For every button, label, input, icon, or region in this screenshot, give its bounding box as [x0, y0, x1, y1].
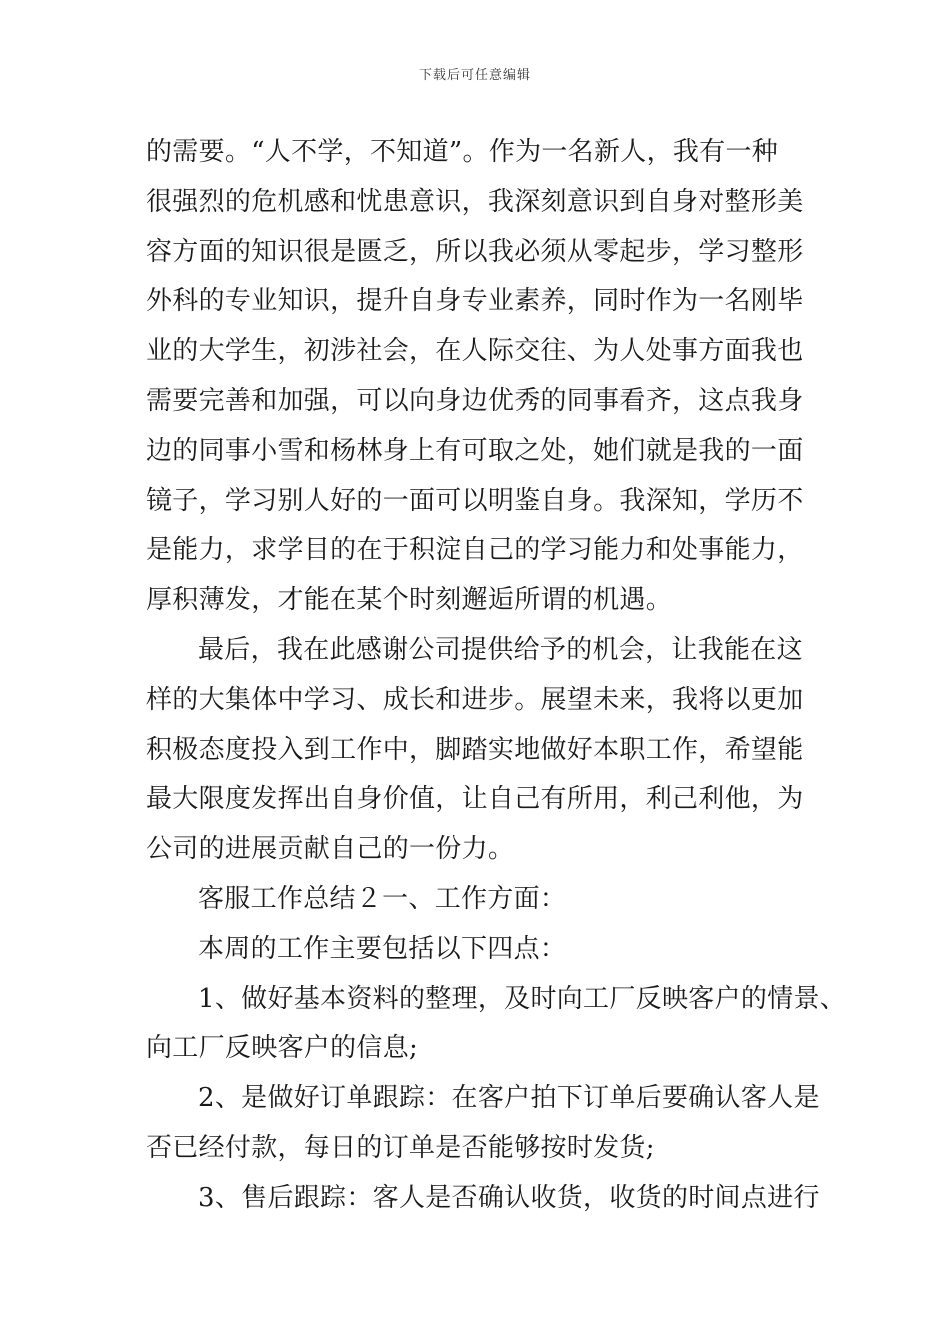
text-line: 最后，我在此感谢公司提供给予的机会，让我能在这: [198, 634, 803, 665]
text-line: 公司的进展贡献自己的一份力。: [146, 834, 515, 865]
text-line: 容方面的知识很是匮乏，所以我必须从零起步，学习整形: [146, 236, 804, 267]
text-line: 厚积薄发，才能在某个时刻邂逅所谓的机遇。: [146, 585, 673, 616]
text-line: 1、做好基本资料的整理，及时向工厂反映客户的情景、: [198, 983, 847, 1014]
text-line: 向工厂反映客户的信息;: [146, 1033, 419, 1064]
document-body: [146, 128, 847, 1224]
text-line: 样的大集体中学习、成长和进步。展望未来，我将以更加: [146, 684, 804, 715]
text-line: 业的大学生，初涉社会，在人际交往、为人处事方面我也: [146, 336, 804, 367]
text-line: 积极态度投入到工作中，脚踏实地做好本职工作，希望能: [146, 734, 804, 765]
text-line: 外科的专业知识，提升自身专业素养，同时作为一名刚毕: [146, 286, 804, 317]
text-line: 3、售后跟踪：客人是否确认收货，收货的时间点进行: [198, 1182, 820, 1213]
text-line: 边的同事小雪和杨林身上有可取之处，她们就是我的一面: [146, 435, 804, 466]
page-header: 下载后可任意编辑: [418, 68, 531, 83]
text-line: 镜子，学习别人好的一面可以明鉴自身。我深知，学历不: [146, 485, 804, 516]
text-line: 2、是做好订单跟踪：在客户拍下订单后要确认客人是: [198, 1083, 820, 1114]
text-line: 客服工作总结２一、工作方面：: [198, 883, 567, 914]
text-line: 本周的工作主要包括以下四点：: [198, 933, 567, 964]
text-line: 否已经付款，每日的订单是否能够按时发货;: [146, 1132, 655, 1163]
text-line: 需要完善和加强，可以向身边优秀的同事看齐，这点我身: [146, 385, 804, 416]
text-line: 是能力，求学目的在于积淀自己的学习能力和处事能力，: [146, 535, 804, 566]
text-line: 的需要。“人不学，不知道”。作为一名新人，我有一种: [146, 137, 779, 167]
text-line: 最大限度发挥出自身价值，让自己有所用，利己利他，为: [146, 784, 804, 815]
text-line: 很强烈的危机感和忧患意识，我深刻意识到自身对整形美: [146, 186, 804, 217]
